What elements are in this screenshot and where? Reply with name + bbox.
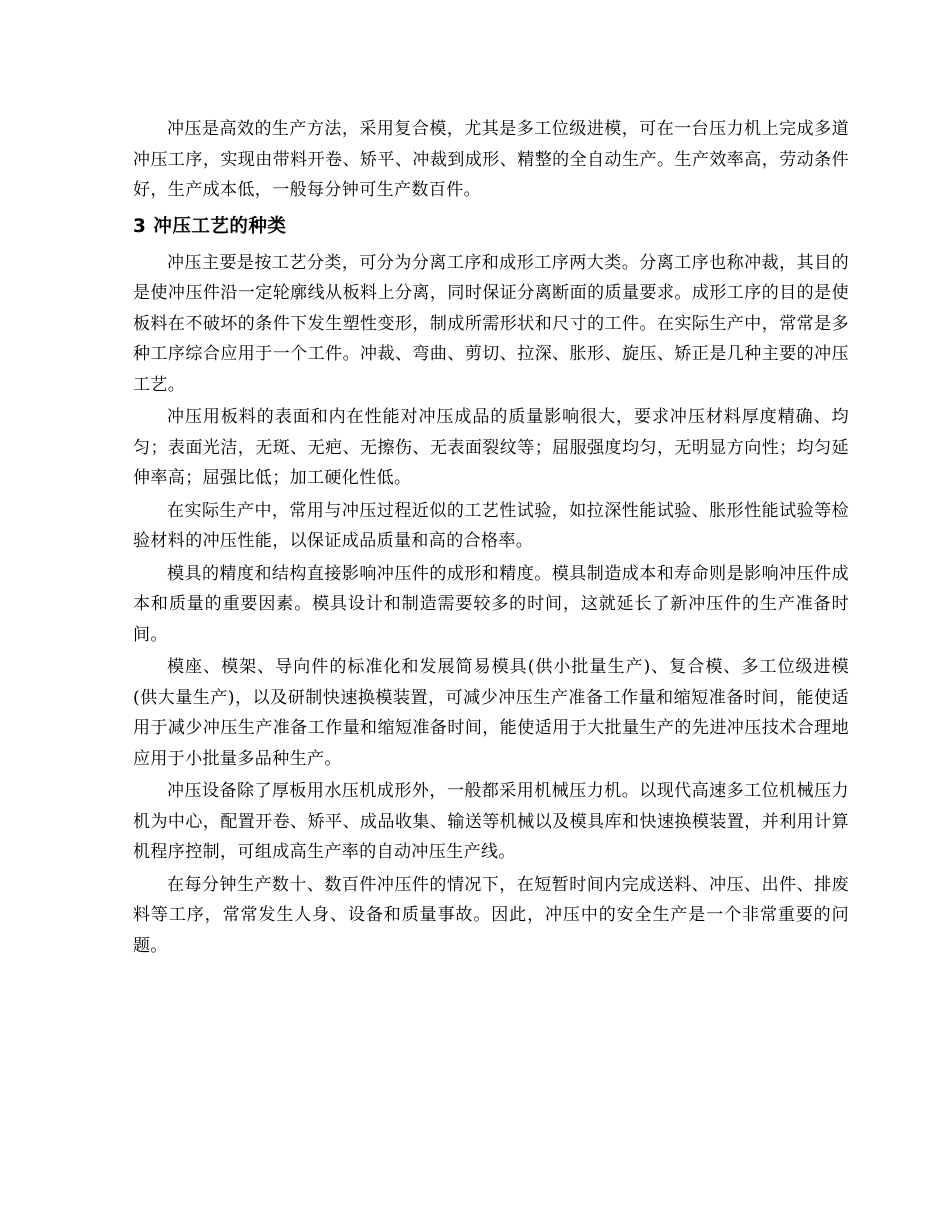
paragraph-sheet-material: 冲压用板料的表面和内在性能对冲压成品的质量影响很大，要求冲压材料厚度精确、均匀；表面光洁，无斑、无疤、无擦伤、无表面裂纹等；屈服强度均匀，无明显方向性；均匀延伸率高；屈强比低；加工硬化性低。 [133, 407, 849, 488]
intro-paragraph: 冲压是高效的生产方法，采用复合模，尤其是多工位级进模，可在一台压力机上完成多道冲压工序，实现由带料开卷、矫平、冲裁到成形、精整的全自动生产。生产效率高，劳动条件好，生产成本低，一般每分钟可生产数百件。 [133, 119, 849, 200]
section-heading: 3 冲压工艺的种类 [133, 215, 287, 237]
paragraph-safety: 在每分钟生产数十、数百件冲压件的情况下，在短暂时间内完成送料、冲压、出件、排废料等工序，常常发生人身、设备和质量事故。因此，冲压中的安全生产是一个非常重要的问题。 [133, 874, 849, 956]
paragraph-process-tests: 在实际生产中，常用与冲压过程近似的工艺性试验，如拉深性能试验、胀形性能试验等检验材料的冲压性能，以保证成品质量和高的合格率。 [133, 500, 849, 551]
paragraph-process-classification: 冲压主要是按工艺分类，可分为分离工序和成形工序两大类。分离工序也称冲裁，其目的是使冲压件沿一定轮廓线从板料上分离，同时保证分离断面的质量要求。成形工序的目的是使板料在不破坏的条件下发生塑性变形，制成所需形状和尺寸的工件。在实际生产中，常常是多种工序综合应用于一个工件。冲裁、弯曲、剪切、拉深、胀形、旋压、矫正是几种主要的冲压工艺。 [133, 252, 849, 395]
paragraph-die-precision: 模具的精度和结构直接影响冲压件的成形和精度。模具制造成本和寿命则是影响冲压件成本和质量的重要因素。模具设计和制造需要较多的时间，这就延长了新冲压件的生产准备时间。 [133, 563, 849, 645]
paragraph-press-equipment: 冲压设备除了厚板用水压机成形外，一般都采用机械压力机。以现代高速多工位机械压力机为中心，配置开卷、矫平、成品收集、输送等机械以及模具库和快速换模装置，并利用计算机程序控制，可组成高生产率的自动冲压生产线。 [133, 781, 849, 862]
paragraph-die-standardization: 模座、模架、导向件的标准化和发展简易模具(供小批量生产)、复合模、多工位级进模(供大量生产)，以及研制快速换模装置，可减少冲压生产准备工作量和缩短准备时间，能使适用于减少冲压生产准备工作量和缩短准备时间，能使适用于大批量生产的先进冲压技术合理地应用于小批量多品种生产。 [133, 657, 849, 769]
document-body [133, 114, 849, 963]
